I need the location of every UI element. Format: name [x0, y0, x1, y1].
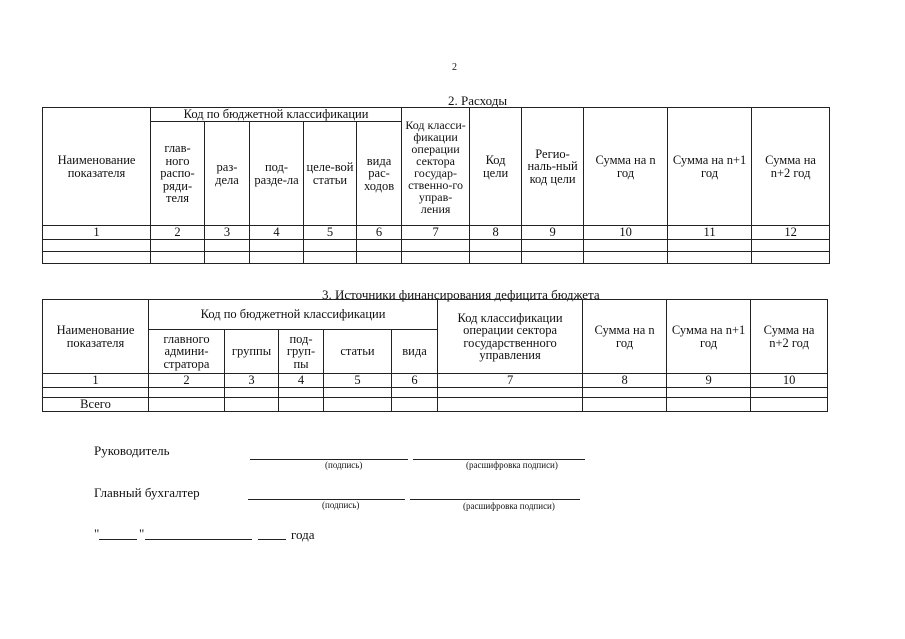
sub-col-type: вида: [392, 330, 438, 374]
num-cell: 5: [304, 226, 357, 240]
sub-col-expense-type: вида рас-ходов: [357, 122, 402, 226]
sub-col-subsection: под-разде-ла: [250, 122, 304, 226]
accountant-decode-line: [410, 499, 580, 500]
num-cell: 6: [392, 374, 438, 388]
date-year-line: [258, 539, 286, 540]
num-cell: 1: [43, 374, 149, 388]
date-day-line: [99, 539, 137, 540]
num-cell: 6: [357, 226, 402, 240]
page-number: 2: [452, 62, 457, 73]
total-label: Всего: [43, 398, 149, 412]
budget-class-header: Код по бюджетной классификации: [149, 300, 438, 330]
date-month-line: [145, 539, 252, 540]
sub-col-group: группы: [225, 330, 279, 374]
col-goal: Код цели: [470, 108, 522, 226]
num-cell: 10: [751, 374, 828, 388]
num-cell: 8: [470, 226, 522, 240]
head-decode-hint: (расшифровка подписи): [466, 460, 558, 470]
expenses-table: [42, 107, 830, 264]
head-label: Руководитель: [94, 443, 170, 458]
sub-col-section: раз-дела: [205, 122, 250, 226]
table-row: [43, 240, 830, 252]
num-cell: 7: [402, 226, 470, 240]
num-cell: 4: [279, 374, 324, 388]
sub-col-manager: глав-ного распо-ряди-теля: [151, 122, 205, 226]
num-cell: 3: [205, 226, 250, 240]
col-sum-n: Сумма на n год: [583, 300, 667, 374]
table-row: [43, 252, 830, 264]
sub-col-subgroup: под-груп-пы: [279, 330, 324, 374]
section3-title: 3. Источники финансирования дефицита бюджета: [322, 287, 600, 302]
budget-class-header: Код по бюджетной классификации: [151, 108, 402, 122]
head-sign-hint: (подпись): [325, 460, 363, 470]
num-cell: 11: [668, 226, 752, 240]
date-close-quote: ": [139, 526, 145, 541]
num-cell: 8: [583, 374, 667, 388]
num-cell: 1: [43, 226, 151, 240]
col-sum-n2: Сумма на n+2 год: [751, 300, 828, 374]
section2-title: 2. Расходы: [448, 93, 508, 108]
total-row: [43, 398, 828, 412]
accountant-sign-hint: (подпись): [322, 500, 360, 510]
table-row: [43, 388, 828, 398]
sub-col-target: целе-вой статьи: [304, 122, 357, 226]
sub-col-admin: главного админи-стратора: [149, 330, 225, 374]
num-cell: 7: [438, 374, 583, 388]
num-cell: 9: [667, 374, 751, 388]
num-cell: 10: [584, 226, 668, 240]
accountant-label: Главный бухгалтер: [94, 485, 200, 500]
num-cell: 3: [225, 374, 279, 388]
num-cell: 4: [250, 226, 304, 240]
num-cell: 2: [149, 374, 225, 388]
col-sum-n: Сумма на n год: [584, 108, 668, 226]
num-cell: 9: [522, 226, 584, 240]
sub-col-article: статьи: [324, 330, 392, 374]
funding-sources-table: [42, 299, 828, 412]
date-open-quote: ": [94, 526, 100, 541]
col-sum-n2: Сумма на n+2 год: [752, 108, 830, 226]
accountant-decode-hint: (расшифровка подписи): [463, 501, 555, 511]
col-name: Наименование показателя: [43, 108, 151, 226]
col-kosgu: Код классификации операции сектора государственного управления: [438, 300, 583, 374]
col-kosgu: Код класси-фикации операции сектора государ-ственно-го управ-ления: [402, 108, 470, 226]
year-label: года: [291, 527, 315, 542]
col-name: Наименование показателя: [43, 300, 149, 374]
col-region: Регио-наль-ный код цели: [522, 108, 584, 226]
num-cell: 2: [151, 226, 205, 240]
col-sum-n1: Сумма на n+1 год: [667, 300, 751, 374]
num-cell: 5: [324, 374, 392, 388]
col-sum-n1: Сумма на n+1 год: [668, 108, 752, 226]
num-cell: 12: [752, 226, 830, 240]
